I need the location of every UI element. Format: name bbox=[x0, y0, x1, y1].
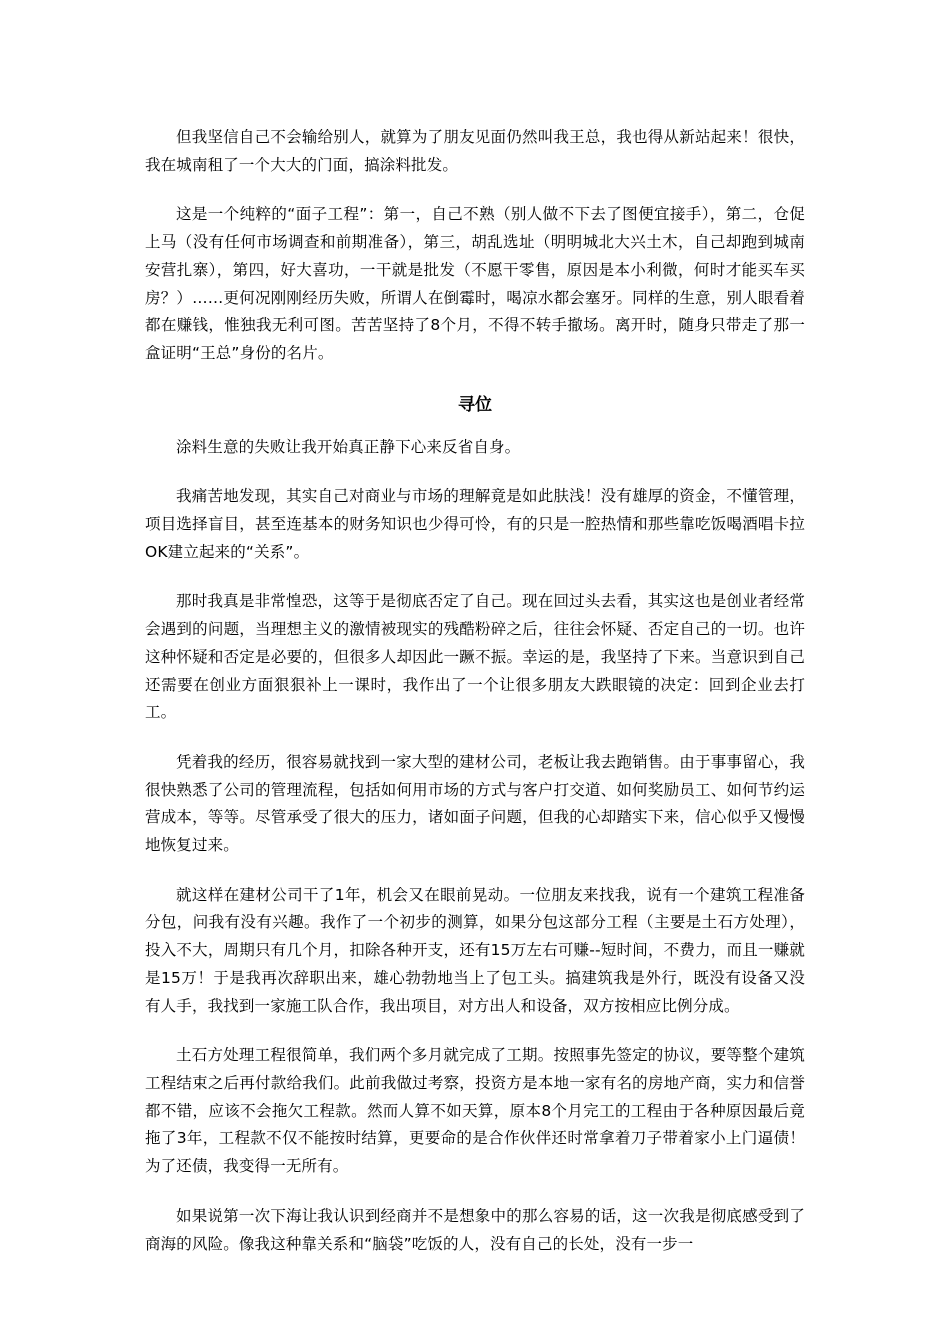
paragraph: 凭着我的经历，很容易就找到一家大型的建材公司，老板让我去跑销售。由于事事留心，我很快熟悉了公司的管理流程，包括如何用市场的方式与客户打交道、如何奖励员工、如何节约运营成本，等等。尽管承受了很大的压力，诸如面子问题，但我的心却踏实下来，信心似乎又慢慢地恢复过来。 bbox=[145, 752, 805, 855]
section-heading: 寻位 bbox=[458, 394, 492, 415]
paragraph: 如果说第一次下海让我认识到经商并不是想象中的那么容易的话，这一次我是彻底感受到了商海的风险。像我这种靠关系和“脑袋”吃饭的人，没有自己的长处，没有一步一 bbox=[145, 1206, 805, 1253]
paragraph: 土石方处理工程很简单，我们两个多月就完成了工期。按照事先签定的协议，要等整个建筑工程结束之后再付款给我们。此前我做过考察，投资方是本地一家有名的房地产商，实力和信誉都不错，应该不会拖欠工程款。然而人算不如天算，原本8个月完工的工程由于各种原因最后竟拖了3年，工程款不仅不能按时结算，更要命的是合作伙伴还时常拿着刀子带着家小上门逼债！为了还债，我变得一无所有。 bbox=[145, 1046, 805, 1176]
paragraph: 我痛苦地发现，其实自己对商业与市场的理解竟是如此肤浅！没有雄厚的资金，不懂管理，项目选择盲目，甚至连基本的财务知识也少得可怜，有的只是一腔热情和那些靠吃饭喝酒唱卡拉OK建立起来的“关系”。 bbox=[145, 487, 805, 561]
paragraph: 就这样在建材公司干了1年，机会又在眼前晃动。一位朋友来找我，说有一个建筑工程准备分包，问我有没有兴趣。我作了一个初步的测算，如果分包这部分工程（主要是土石方处理），投入不大，周期只有几个月，扣除各种开支，还有15万左右可赚--短时间，不费力，而且一赚就是15万！于是我再次辞职出来，雄心勃勃地当上了包工头。搞建筑我是外行，既没有设备又没有人手，我找到一家施工队合作，我出项目，对方出人和设备，双方按相应比例分成。 bbox=[145, 885, 805, 1015]
document-page bbox=[145, 124, 805, 1280]
paragraph: 但我坚信自己不会输给别人，就算为了朋友见面仍然叫我王总，我也得从新站起来！很快，我在城南租了一个大大的门面，搞涂料批发。 bbox=[145, 128, 805, 174]
paragraph: 那时我真是非常惶恐，这等于是彻底否定了自己。现在回过头去看，其实这也是创业者经常会遇到的问题，当理想主义的激情被现实的残酷粉碎之后，往往会怀疑、否定自己的一切。也许这种怀疑和否定是必要的，但很多人却因此一蹶不振。幸运的是，我坚持了下来。当意识到自己还需要在创业方面狠狠补上一课时，我作出了一个让很多朋友大跌眼镜的决定：回到企业去打工。 bbox=[145, 592, 805, 722]
paragraph: 这是一个纯粹的“面子工程”：第一，自己不熟（别人做不下去了图便宜接手），第二，仓促上马（没有任何市场调查和前期准备），第三，胡乱选址（明明城北大兴土木，自己却跑到城南安营扎寨），第四，好大喜功，一干就是批发（不愿干零售，原因是本小利微，何时才能买车买房？）……更何况刚刚经历失败，所谓人在倒霉时，喝凉水都会塞牙。同样的生意，别人眼看着都在赚钱，惟独我无利可图。苦苦坚持了8个月，不得不转手撤场。离开时，随身只带走了那一盒证明“王总”身份的名片。 bbox=[145, 205, 805, 362]
paragraph: 涂料生意的失败让我开始真正静下心来反省自身。 bbox=[176, 437, 521, 456]
